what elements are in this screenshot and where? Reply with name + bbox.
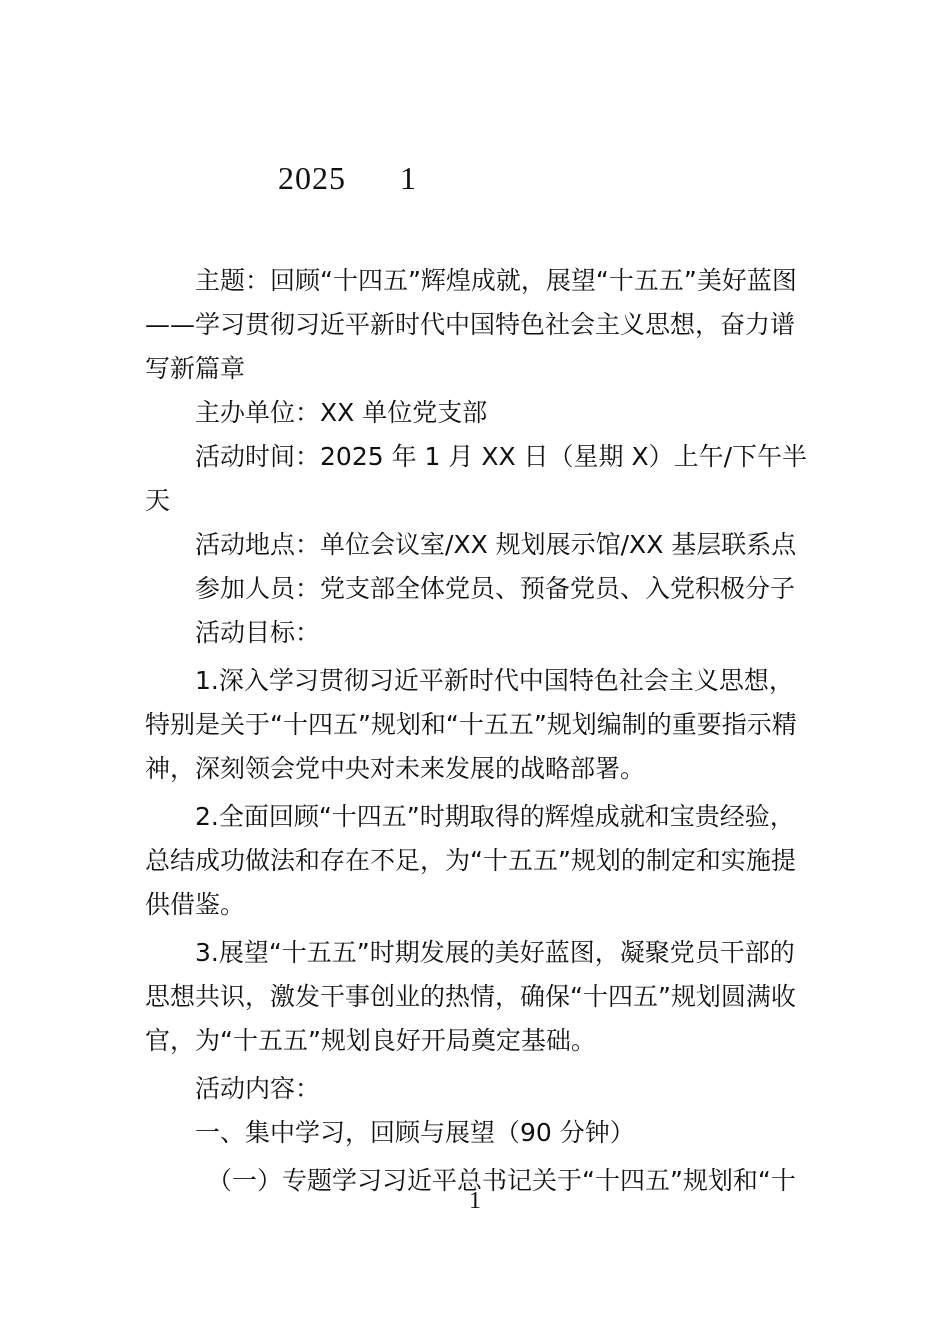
time-field	[145, 435, 815, 523]
page-title: 2025 1	[278, 160, 417, 196]
participants-field	[145, 567, 815, 611]
location-value: 单位会议室/XX 规划展示馆/XX 基层联系点	[320, 530, 797, 559]
time-value: 2025 年 1 月 XX 日（星期 X）上午/下午半天	[145, 442, 808, 515]
theme-label: 主题：	[195, 266, 271, 295]
time-label: 活动时间：	[195, 442, 321, 471]
theme-paragraph	[145, 259, 815, 391]
goal-item-3: 3.展望“十五五”时期发展的美好蓝图，凝聚党员干部的思想共识，激发干事创业的热情，确保“十四五”规划圆满收官，为“十五五”规划良好开局奠定基础。	[145, 938, 796, 1055]
location-field	[145, 523, 815, 567]
location-label: 活动地点：	[195, 530, 321, 559]
participants-label: 参加人员：	[195, 574, 321, 603]
section-heading-one: 一、集中学习，回顾与展望（90 分钟）	[195, 1118, 635, 1147]
goal-item-1: 1.深入学习贯彻习近平新时代中国特色社会主义思想，特别是关于“十四五”规划和“十五五”规划编制的重要指示精神，深刻领会党中央对未来发展的战略部署。	[145, 666, 797, 783]
document-body	[145, 259, 815, 1203]
goals-heading: 活动目标：	[195, 618, 321, 647]
organizer-label: 主办单位：	[195, 398, 321, 427]
organizer-value: XX 单位党支部	[320, 398, 488, 427]
content-heading: 活动内容：	[195, 1074, 321, 1103]
theme-value: 回顾“十四五”辉煌成就，展望“十五五”美好蓝图——学习贯彻习近平新时代中国特色社会主义思想，奋力谱写新篇章	[145, 266, 797, 383]
participants-value: 党支部全体党员、预备党员、入党积极分子	[320, 574, 796, 603]
page-number: 1	[469, 1188, 481, 1214]
goal-item-2: 2.全面回顾“十四五”时期取得的辉煌成就和宝贵经验，总结成功做法和存在不足，为“十五五”规划的制定和实施提供借鉴。	[145, 802, 796, 919]
organizer-field	[145, 391, 815, 435]
subsection-heading-one: （一）专题学习习近平总书记关于“十四五”规划和“十	[207, 1166, 796, 1195]
